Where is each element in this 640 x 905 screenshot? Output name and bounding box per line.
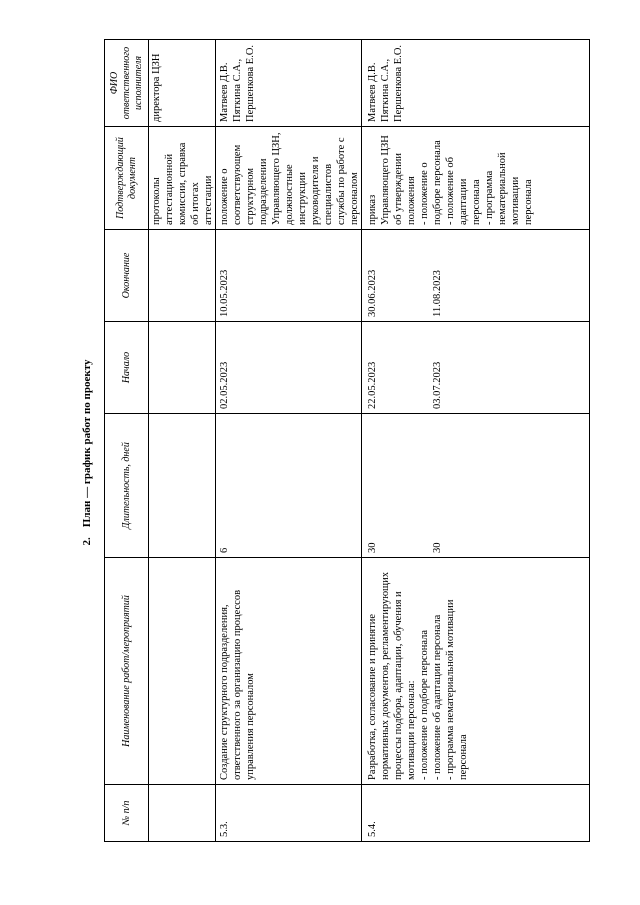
- cell-end: [149, 230, 216, 322]
- duration-value: 30: [432, 542, 443, 553]
- table-row: [216, 40, 362, 842]
- cell-num: 5.3.: [216, 785, 362, 842]
- end-date: 11.08.2023: [432, 270, 443, 317]
- section-title: План — график работ по проекту: [81, 359, 93, 528]
- cell-doc: положение о соответствующем структурном подразделении Управляющего ЦЗН, должностные инструкции руководителя и специалистов службы по работе с персоналом: [216, 127, 362, 230]
- cell-duration: 6: [216, 414, 362, 558]
- section-heading: [81, 0, 93, 905]
- cell-num: 5.4.: [362, 785, 590, 842]
- header-name: Наименование работ/мероприятий: [105, 558, 149, 785]
- header-start: Начало: [105, 322, 149, 414]
- cell-person: Матвеев Д.В. Пяткина С.А., Першенкова Е.О.: [362, 40, 590, 127]
- duration-value: 30: [367, 542, 378, 553]
- cell-duration: [362, 414, 590, 558]
- cell-start: [149, 322, 216, 414]
- table-row: [362, 40, 590, 842]
- table-row: [149, 40, 216, 842]
- header-end: Окончание: [105, 230, 149, 322]
- header-person: ФИО ответственного исполнителя: [105, 40, 149, 127]
- cell-num: [149, 785, 216, 842]
- cell-name: Создание структурного подразделения, ответственного за организацию процессов управления персоналом: [216, 558, 362, 785]
- cell-name: Разработка, согласование и принятие нормативных документов, регламентирующих процессы подбора, адаптации, обучения и мотивации персонала: - положение о подборе персонала - положение об адаптации персонала - программа нематериальной мотивации персонала: [362, 558, 590, 785]
- start-date: 03.07.2023: [432, 361, 443, 409]
- cell-person: Матвеев Д.В. Пяткина С.А., Першенкова Е.О.: [216, 40, 362, 127]
- work-schedule-table: [104, 39, 590, 842]
- header-num: № п/п: [105, 785, 149, 842]
- cell-end: 10.05.2023: [216, 230, 362, 322]
- cell-start: 02.05.2023: [216, 322, 362, 414]
- end-date: 30.06.2023: [367, 269, 378, 317]
- start-date: 22.05.2023: [367, 361, 378, 409]
- cell-name: [149, 558, 216, 785]
- cell-person: директора ЦЗН: [149, 40, 216, 127]
- cell-end: [362, 230, 590, 322]
- header-doc: Подтверждающий документ: [105, 127, 149, 230]
- header-duration: Длительность, дней: [105, 414, 149, 558]
- cell-doc: протоколы аттестационной комиссии, справка об итогах аттестации: [149, 127, 216, 230]
- cell-doc: приказ Управляющего ЦЗН об утверждении положения - положение о подборе персонала - положение об адаптации персонала - программа нематериальной мотивации персонала: [362, 127, 590, 230]
- table-header-row: [105, 40, 149, 842]
- section-number: 2.: [81, 537, 93, 546]
- cell-duration: [149, 414, 216, 558]
- cell-start: [362, 322, 590, 414]
